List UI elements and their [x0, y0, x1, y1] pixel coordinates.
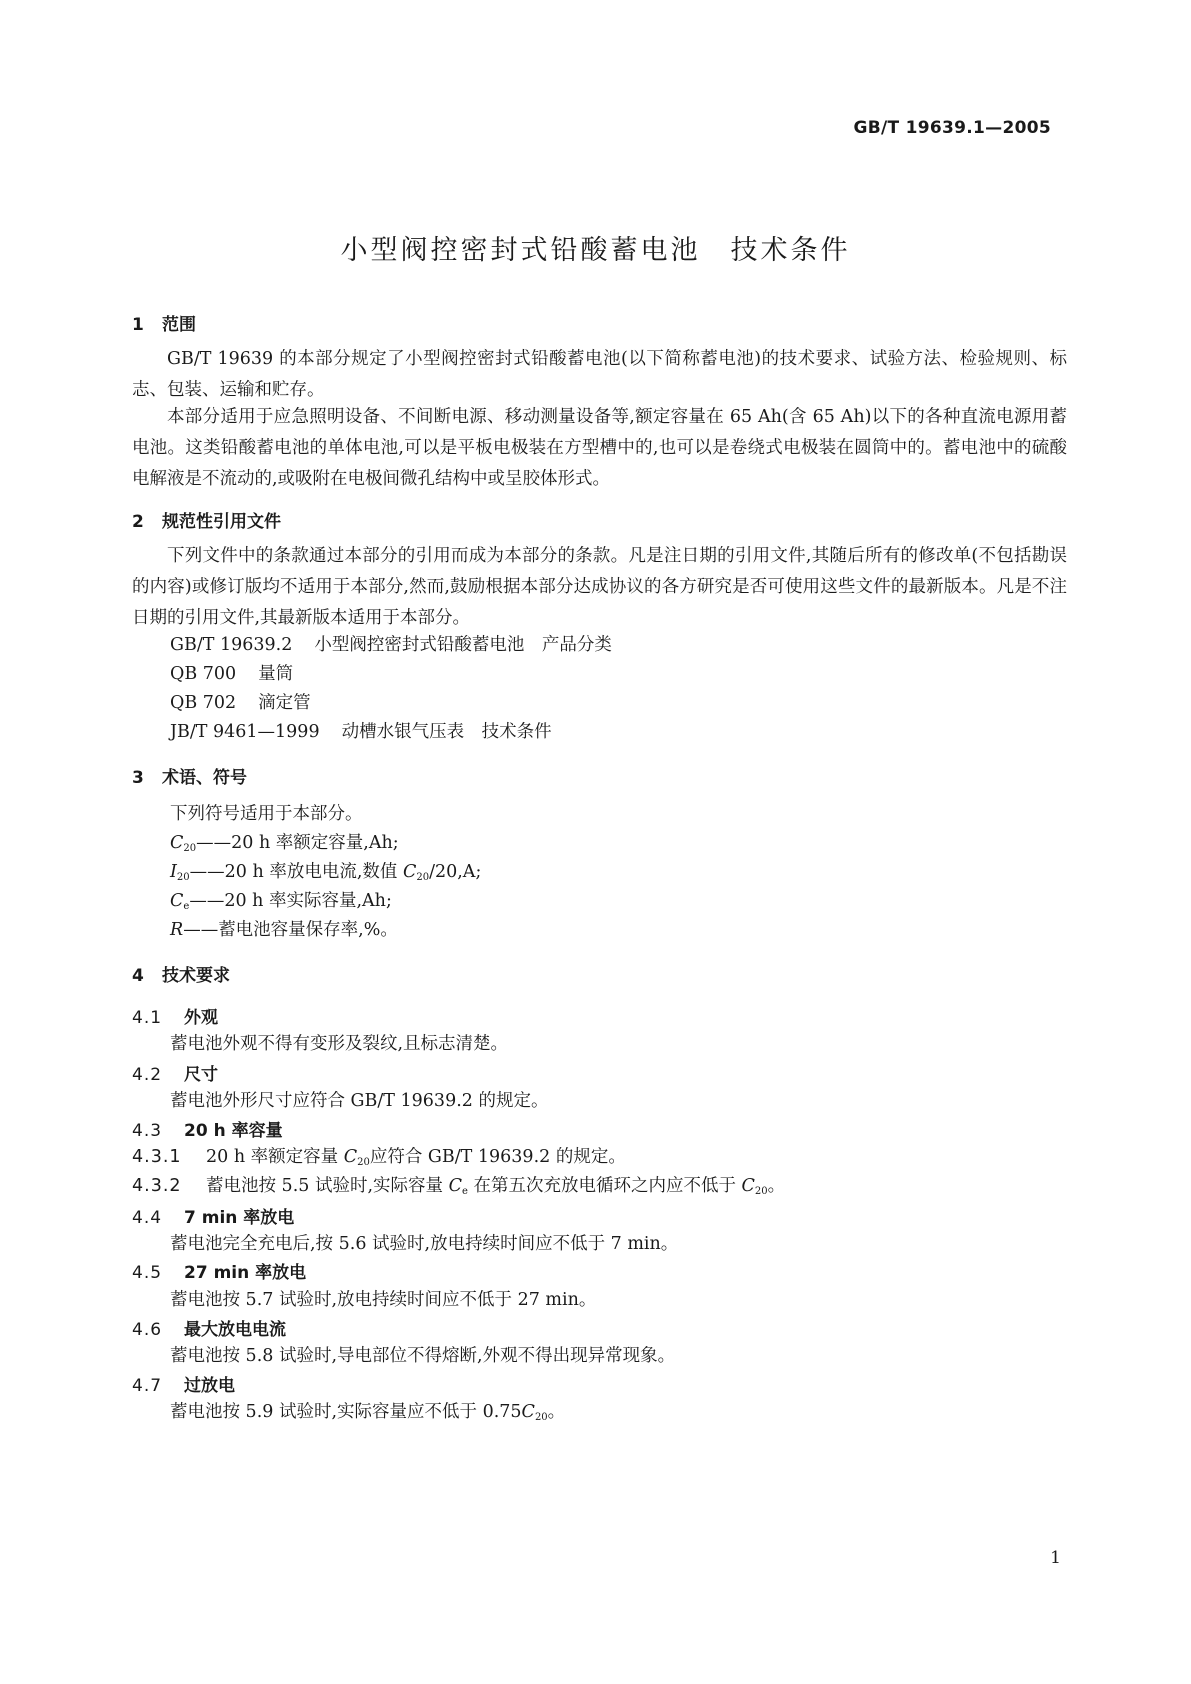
clause-text: 蓄电池按 5.5 试验时,实际容量	[206, 1176, 449, 1196]
reference-item	[170, 660, 293, 685]
clause-number: 4.5	[132, 1263, 163, 1283]
section-3-heading	[132, 763, 247, 788]
clause-title: 最大放电电流	[184, 1320, 286, 1340]
symbol-definition	[170, 916, 398, 941]
section-title: 技术要求	[162, 966, 230, 986]
symbol-text: /20,A;	[429, 862, 482, 882]
section-number: 1	[132, 315, 144, 335]
symbol: C	[402, 862, 417, 882]
reference-code: QB 700	[170, 664, 237, 684]
clause-text: 在第五次充放电循环之内应不低于	[467, 1176, 742, 1196]
symbol-subscript: e	[183, 901, 190, 912]
clause-text: 应符合 GB/T 19639.2 的规定。	[369, 1147, 626, 1167]
symbol-definition	[170, 829, 399, 854]
clause-title: 20 h 率容量	[184, 1121, 283, 1141]
clause-text: 。	[767, 1176, 786, 1196]
section-number: 4	[132, 966, 144, 986]
reference-name: 小型阀控密封式铅酸蓄电池 产品分类	[314, 635, 612, 655]
clause-number: 4.6	[132, 1320, 163, 1340]
symbol: R	[170, 920, 184, 940]
page-number: 1	[1050, 1548, 1061, 1568]
section-title: 术语、符号	[162, 768, 247, 788]
clause-number: 4.1	[132, 1008, 163, 1028]
clause-text: 蓄电池按 5.8 试验时,导电部位不得熔断,外观不得出现异常现象。	[170, 1346, 676, 1366]
paragraph: 本部分适用于应急照明设备、不间断电源、移动测量设备等,额定容量在 65 Ah(含 65 Ah)以下的各种直流电源用蓄电池。这类铅酸蓄电池的单体电池,可以是平板电极装在方型槽中的,也可以是卷绕式电极装在圆筒中的。蓄电池中的硫酸电解液是不流动的,或吸附在电极间微孔结构中或呈胶体形式。	[132, 407, 1067, 489]
symbol-subscript: 20	[754, 1186, 768, 1197]
clause-number: 4.4	[132, 1208, 163, 1228]
clause-title: 外观	[184, 1008, 218, 1028]
clause-number: 4.3.2	[132, 1176, 182, 1196]
clause-text: 蓄电池完全充电后,按 5.6 试验时,放电持续时间应不低于 7 min。	[170, 1234, 679, 1254]
symbol-text: ——20 h 率额定容量,Ah;	[196, 833, 399, 853]
clause-title: 尺寸	[184, 1065, 218, 1085]
symbol-subscript: 20	[534, 1412, 548, 1423]
reference-code: QB 702	[170, 693, 237, 713]
symbol-text: ——蓄电池容量保存率,%。	[183, 920, 398, 940]
symbol: I	[170, 862, 177, 882]
symbol: C	[741, 1176, 755, 1196]
paragraph: GB/T 19639 的本部分规定了小型阀控密封式铅酸蓄电池(以下简称蓄电池)的技术要求、试验方法、检验规则、标志、包装、运输和贮存。	[132, 349, 1067, 400]
reference-item	[170, 718, 552, 743]
clause-heading	[132, 1003, 218, 1028]
section-1-heading	[132, 310, 196, 335]
symbol-text: ——20 h 率实际容量,Ah;	[189, 891, 392, 911]
symbol-definition	[170, 887, 392, 912]
reference-code: GB/T 19639.2	[170, 635, 293, 655]
clause-text: 蓄电池外观不得有变形及裂纹,且标志清楚。	[170, 1034, 509, 1054]
clause-number: 4.7	[132, 1376, 163, 1396]
clause-text: 蓄电池按 5.7 试验时,放电持续时间应不低于 27 min。	[170, 1290, 597, 1310]
subclause	[132, 1172, 785, 1197]
clause-text	[170, 1398, 565, 1423]
clause-title: 7 min 率放电	[184, 1208, 295, 1228]
symbol: C	[170, 891, 184, 911]
clause-number: 4.2	[132, 1065, 163, 1085]
clause-heading	[132, 1060, 218, 1085]
symbol-subscript: e	[461, 1186, 468, 1197]
symbol-subscript: 20	[416, 872, 430, 883]
symbol-subscript: 20	[176, 872, 190, 883]
section-number: 2	[132, 512, 144, 532]
section-title: 规范性引用文件	[162, 512, 281, 532]
section-title: 范围	[162, 315, 196, 335]
clause-title: 过放电	[184, 1376, 235, 1396]
symbols-intro: 下列符号适用于本部分。	[170, 804, 363, 824]
symbol-subscript: 20	[183, 843, 197, 854]
document-title: 小型阀控密封式铅酸蓄电池 技术条件	[340, 235, 851, 266]
symbol-text: ——20 h 率放电电流,数值	[189, 862, 403, 882]
symbol-subscript: 20	[357, 1157, 370, 1168]
reference-name: 动槽水银气压表 技术条件	[341, 722, 552, 742]
clause-text: 。	[547, 1402, 566, 1422]
section-4-heading	[132, 961, 230, 986]
reference-item	[170, 631, 612, 656]
symbol-definition	[170, 858, 481, 883]
subclause	[132, 1143, 626, 1168]
clause-text: 蓄电池按 5.9 试验时,实际容量应不低于 0.75	[170, 1402, 522, 1422]
clause-title: 27 min 率放电	[184, 1263, 307, 1283]
section-2-heading	[132, 507, 281, 532]
clause-number: 4.3.1	[132, 1147, 182, 1167]
symbol: C	[521, 1402, 535, 1422]
paragraph: 下列文件中的条款通过本部分的引用而成为本部分的条款。凡是注日期的引用文件,其随后所有的修改单(不包括勘误的内容)或修订版均不适用于本部分,然而,鼓励根据本部分达成协议的各方研究是否可使用这些文件的最新版本。凡是不注日期的引用文件,其最新版本适用于本部分。	[132, 546, 1067, 628]
clause-text: 20 h 率额定容量	[206, 1147, 344, 1167]
clause-heading	[132, 1116, 283, 1141]
standard-number: GB/T 19639.1—2005	[853, 118, 1051, 138]
symbol: C	[343, 1147, 358, 1167]
clause-number: 4.3	[132, 1121, 163, 1141]
reference-name: 滴定管	[258, 693, 311, 713]
reference-name: 量筒	[258, 664, 294, 684]
clause-heading	[132, 1315, 286, 1340]
symbol: C	[448, 1176, 462, 1196]
clause-text: 蓄电池外形尺寸应符合 GB/T 19639.2 的规定。	[170, 1091, 549, 1111]
clause-heading	[132, 1371, 235, 1396]
reference-code: JB/T 9461—1999	[170, 722, 320, 742]
clause-heading	[132, 1258, 306, 1283]
symbol: C	[170, 833, 184, 853]
clause-heading	[132, 1203, 294, 1228]
reference-item	[170, 689, 311, 714]
section-number: 3	[132, 768, 144, 788]
